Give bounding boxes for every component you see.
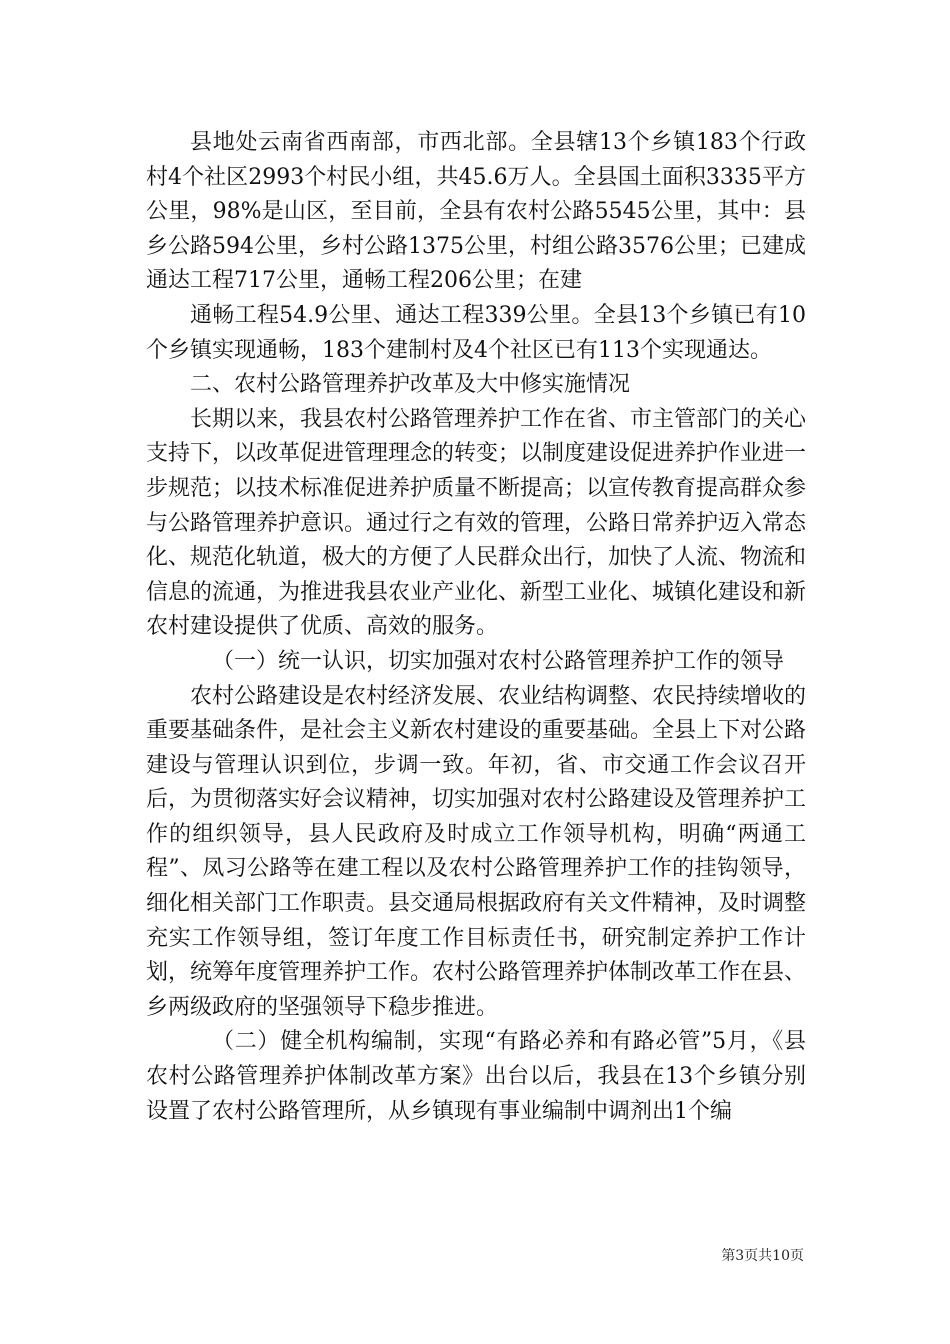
paragraph-management: 长期以来，我县农村公路管理养护工作在省、市主管部门的关心支持下，以改革促进管理理念的转变；以制度建设促进养护作业进一步规范；以技术标准促进养护质量不断提高；以宣传教育提高群众参与公路管理养护意识。通过行之有效的管理，公路日常养护迈入常态化、规范化轨道，极大的方便了人民群众出行，加快了人流、物流和信息的流通，为推进我县农业产业化、新型工业化、城镇化建设和新农村建设提供了优质、高效的服务。 xyxy=(146,406,807,640)
section-heading: 二、农村公路管理养护改革及大中修实施情况 xyxy=(190,372,631,398)
paragraph-overview: 县地处云南省西南部，市西北部。全县辖13个乡镇183个行政村4个社区2993个村民小组，共45.6万人。全县国土面积3335平方公里，98%是山区，至目前，全县有农村公路5545公里，其中：县乡公路594公里，乡村公路1375公里，村组公路3576公里；已建成通达工程717公里，通畅工程206公里；在建 xyxy=(146,130,806,294)
subsection-heading-2: （二）健全机构编制，实现“有路必养和有路必管”5月，《县农村公路管理养护体制改革方案》出台以后，我县在13个乡镇分别设置了农村公路管理所，从乡镇现有事业编制中调剂出1个编 xyxy=(146,1029,806,1124)
subsection-heading-1: （一）统一认识，切实加强对农村公路管理养护工作的领导 xyxy=(212,648,785,674)
document-body xyxy=(146,126,806,1129)
paragraph-leadership: 农村公路建设是农村经济发展、农业结构调整、农民持续增收的重要基础条件，是社会主义新农村建设的重要基础。全县上下对公路建设与管理认识到位，步调一致。年初，省、市交通工作会议召开后，为贯彻落实好会议精神，切实加强对农村公路建设及管理养护工作的组织领导，县人民政府及时成立工作领导机构，明确“两通工程”、凤习公路等在建工程以及农村公路管理养护工作的挂钩领导，细化相关部门工作职责。县交通局根据政府有关文件精神，及时调整充实工作领导组，签订年度工作目标责任书，研究制定养护工作计划，统筹年度管理养护工作。农村公路管理养护体制改革工作在县、乡两级政府的坚强领导下稳步推进。 xyxy=(146,683,807,1020)
page-number-footer: 第3页共10页 xyxy=(721,1248,804,1264)
paragraph-overview-continued: 通畅工程54.9公里、通达工程339公里。全县13个乡镇已有10个乡镇实现通畅，183个建制村及4个社区已有113个实现通达。 xyxy=(146,302,806,363)
